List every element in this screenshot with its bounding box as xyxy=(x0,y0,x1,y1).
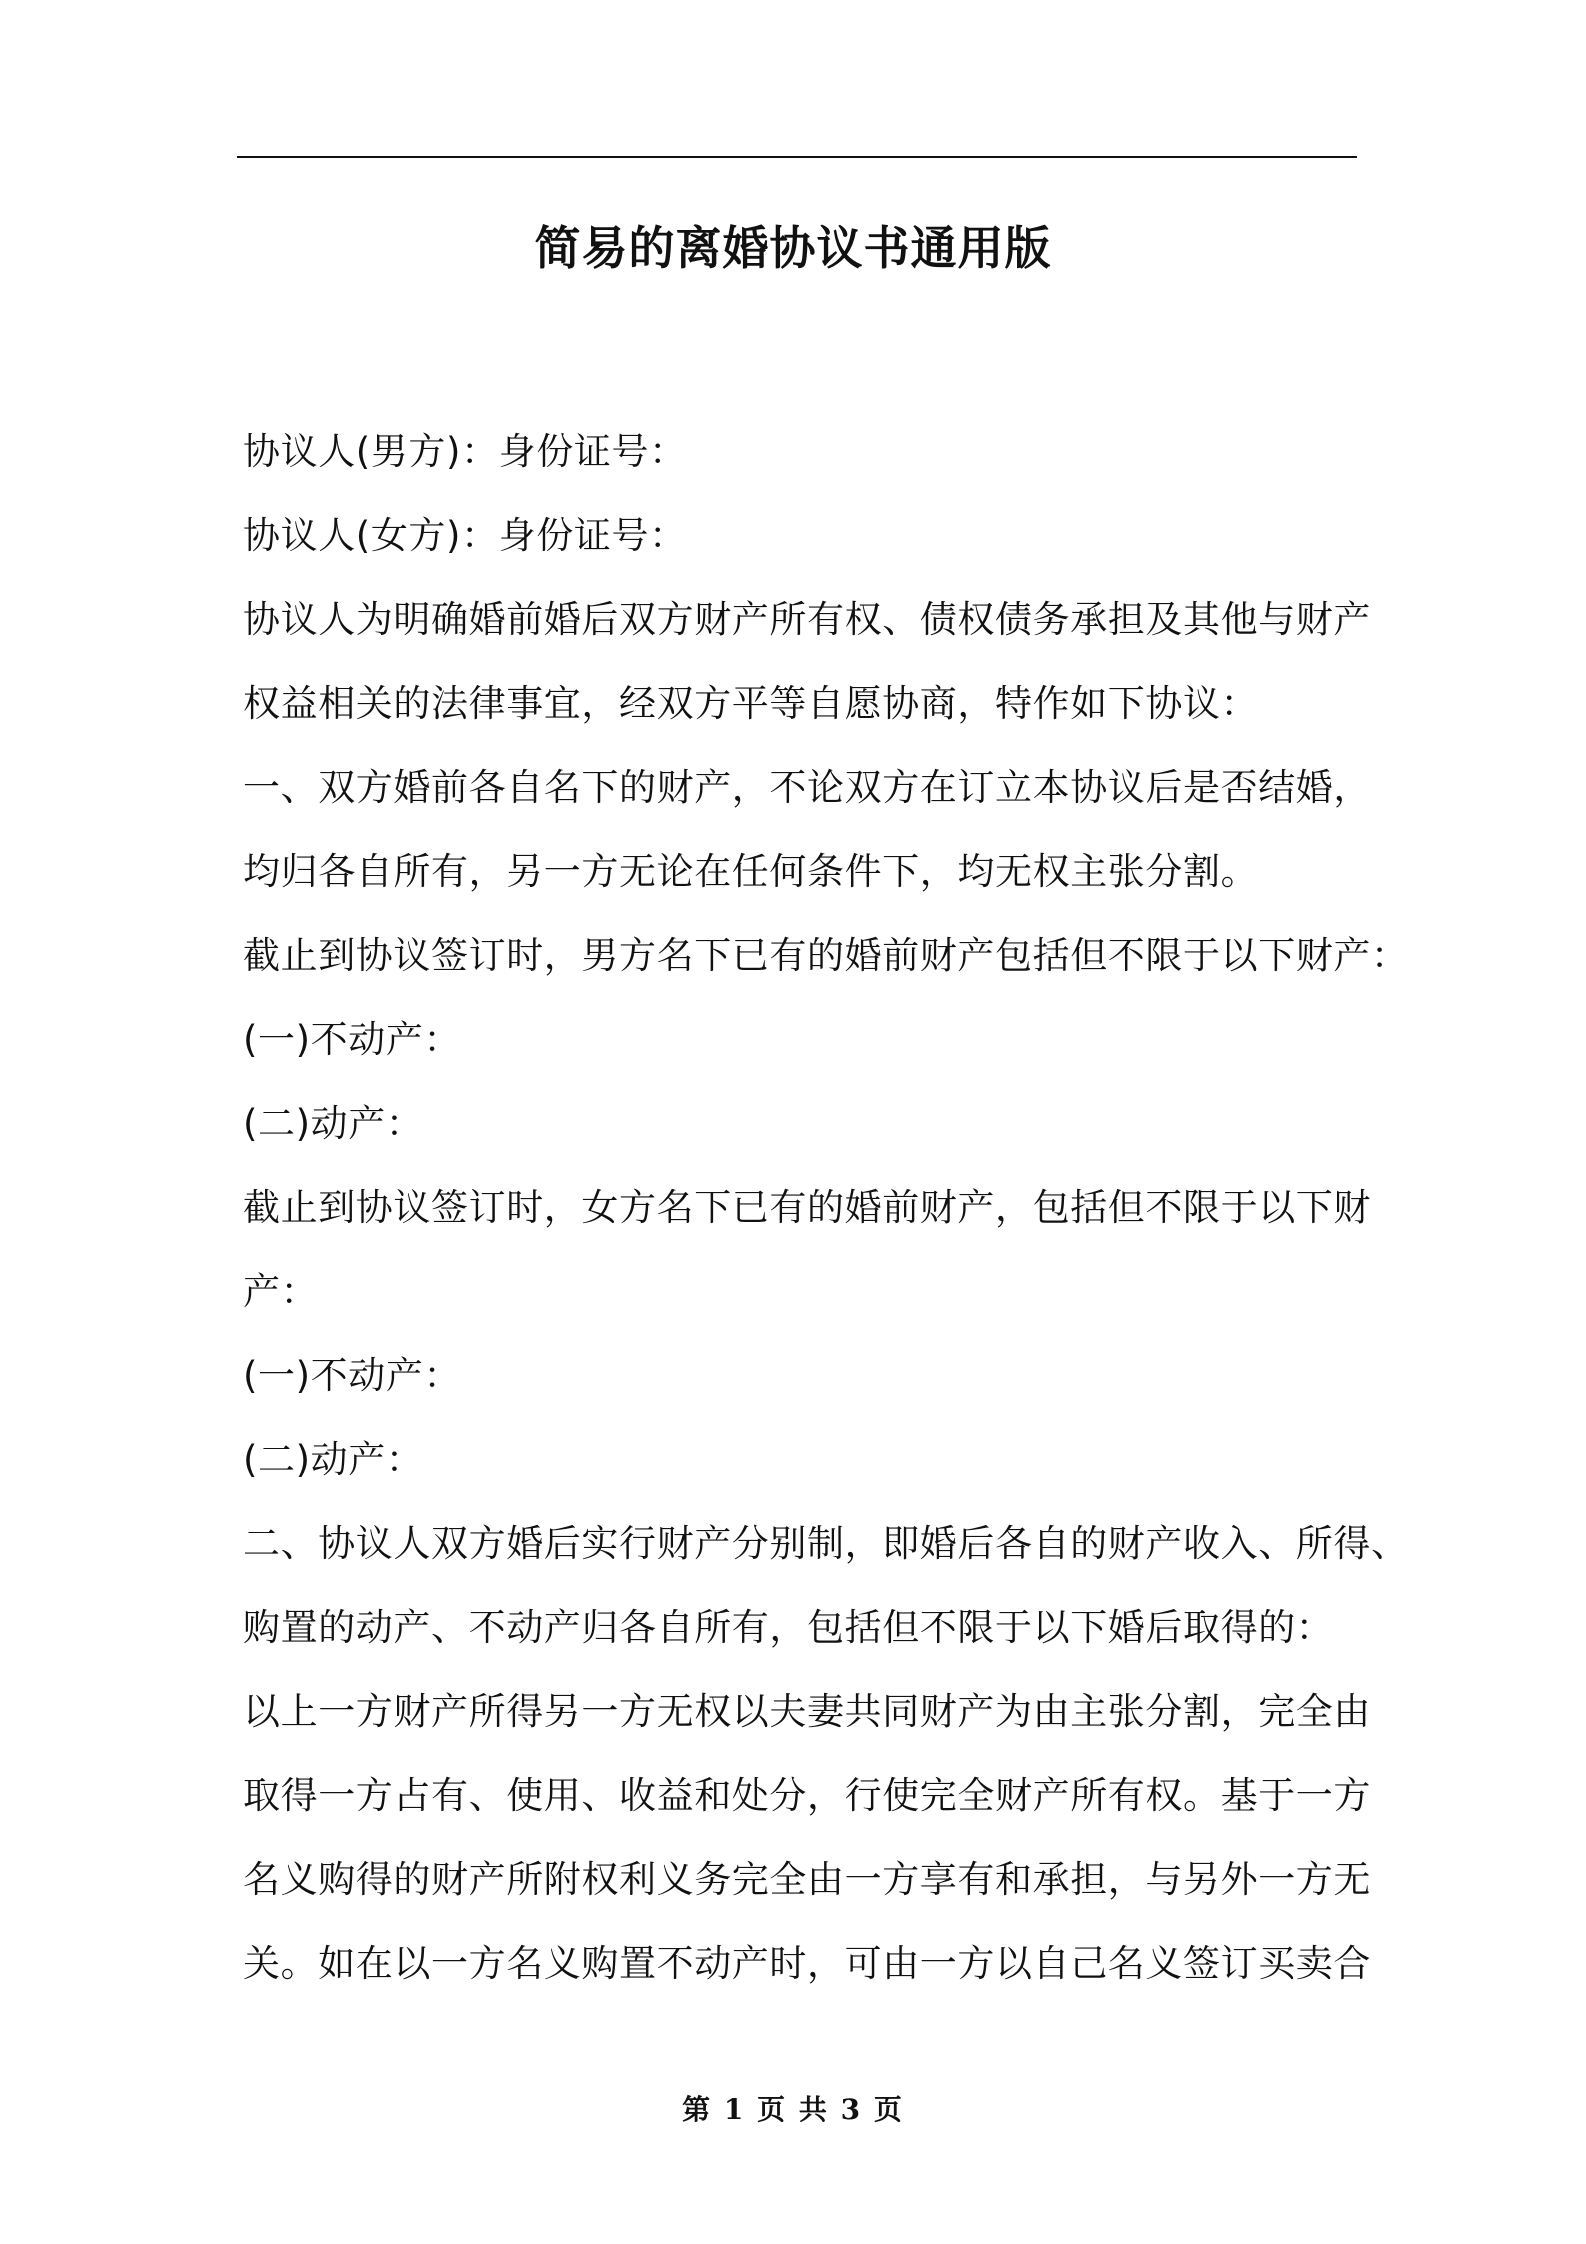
body-text-line: 取得一方占有、使用、收益和处分，行使完全财产所有权。基于一方 xyxy=(243,1774,1371,1817)
female-movable-item: (二)动产： xyxy=(243,1438,424,1481)
clause-2-line: 购置的动产、不动产归各自所有，包括但不限于以下婚后取得的： xyxy=(243,1606,1334,1649)
party-male-line: 协议人(男方)：身份证号： xyxy=(243,430,687,473)
clause-2-line: 二、协议人双方婚后实行财产分别制，即婚后各自的财产收入、所得、 xyxy=(243,1522,1409,1565)
body-text-line: 名义购得的财产所附权利义务完全由一方享有和承担，与另外一方无 xyxy=(243,1858,1371,1901)
header-rule xyxy=(237,156,1357,158)
female-assets-heading: 截止到协议签订时，女方名下已有的婚前财产，包括但不限于以下财 xyxy=(243,1186,1371,1229)
party-female-line: 协议人(女方)：身份证号： xyxy=(243,514,687,557)
body-text-line: 以上一方财产所得另一方无权以夫妻共同财产为由主张分割，完全由 xyxy=(243,1690,1371,1733)
body-text-line: 权益相关的法律事宜，经双方平等自愿协商，特作如下协议： xyxy=(243,682,1259,725)
female-real-estate-item: (一)不动产： xyxy=(243,1354,462,1397)
body-text-line: 协议人为明确婚前婚后双方财产所有权、债权债务承担及其他与财产 xyxy=(243,598,1371,641)
female-assets-heading: 产： xyxy=(243,1270,319,1313)
male-movable-item: (二)动产： xyxy=(243,1102,424,1145)
document-title: 简易的离婚协议书通用版 xyxy=(534,221,1052,275)
body-text-line: 关。如在以一方名义购置不动产时，可由一方以自己名义签订买卖合 xyxy=(243,1942,1371,1985)
clause-1-line: 一、双方婚前各自名下的财产，不论双方在订立本协议后是否结婚， xyxy=(243,766,1371,809)
page-number-footer: 第 1 页 共 3 页 xyxy=(682,2093,904,2126)
document-body xyxy=(243,410,1409,2006)
clause-1-line: 均归各自所有，另一方无论在任何条件下，均无权主张分割。 xyxy=(243,850,1259,893)
male-assets-heading: 截止到协议签订时，男方名下已有的婚前财产包括但不限于以下财产： xyxy=(243,934,1409,977)
male-real-estate-item: (一)不动产： xyxy=(243,1018,462,1061)
